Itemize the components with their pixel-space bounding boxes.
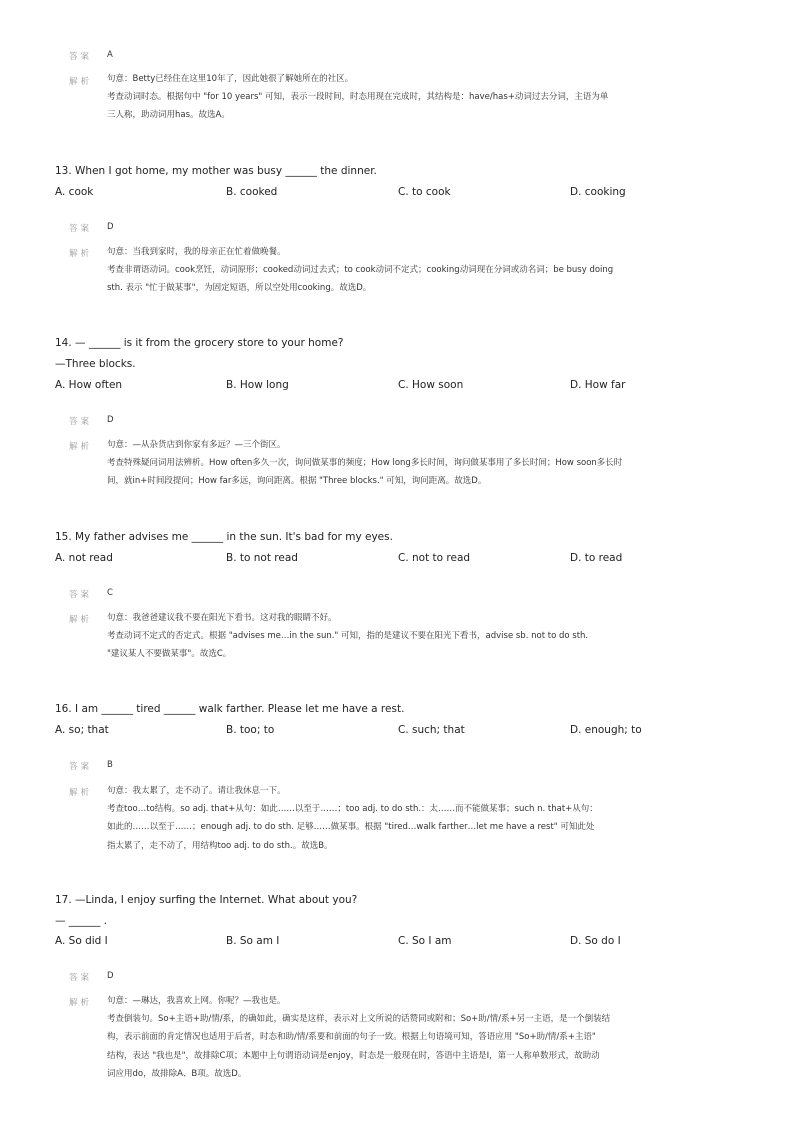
option-c: C. such; that [398,724,465,736]
analysis-text [107,243,727,298]
answer-value: B [107,760,113,770]
analysis-text [107,609,727,664]
analysis-line: 考查动词不定式的否定式。根据 "advises me…in the sun." 可知，指的是建议不要在阳光下看书，advise sb. not to do sth. [107,631,589,642]
option-a: A. not read [55,552,113,564]
answer-value: D [107,222,114,232]
analysis-line: 句意：我太累了，走不动了。请让我休息一下。 [107,786,286,796]
analysis-line: 如此的……以至于……；enough adj. to do sth. 足够……做某事。根据 "tired…walk farther…let me have a rest" 可知此处 [107,822,595,833]
question-stem: 14. — ______ is it from the grocery store to your home? [55,337,344,349]
answer-value: D [107,415,114,425]
analysis-label: 解析 [69,788,93,798]
option-d: D. cooking [570,186,626,198]
option-c: C. not to read [398,552,471,564]
option-b: B. How long [226,379,289,391]
option-b: B. So am I [226,935,280,947]
option-d: D. So do I [570,935,621,947]
analysis-text [107,436,727,491]
analysis-line: 句意：当我到家时，我的母亲正在忙着做晚餐。 [107,247,286,257]
analysis-line: 考查too…to结构。so adj. that+从句：如此……以至于……；too adj. to do sth.：太……而不能做某事；such n. that+从句： [107,804,598,815]
answer-value: A [107,50,113,60]
analysis-text [107,992,727,1083]
question-stem: 16. I am ______ tired ______ walk farther. Please let me have a rest. [55,703,405,715]
option-b: B. to not read [226,552,298,564]
option-a: A. so; that [55,724,109,736]
question-stem: 13. When I got home, my mother was busy ______ the dinner. [55,165,377,177]
analysis-text [107,70,727,125]
answer-value: C [107,588,113,598]
analysis-line: 构，表示前面的肯定情况也适用于后者，时态和助/情/系要和前面的句子一致。根据上句语境可知，答语应用 "So+助/情/系+主语" [107,1032,596,1043]
question-stem: 17. —Linda, I enjoy surfing the Internet. What about you? [55,894,358,906]
analysis-line: 三人称，助动词用has。故选A。 [107,110,230,121]
question-reply: — ______ . [55,915,108,927]
question-reply: —Three blocks. [55,358,136,370]
analysis-line: 结构，表达 "我也是"，故排除C项；本题中上句谓语动词是enjoy，时态是一般现在时，答语中主语是I，第一人称单数形式，故助动 [107,1050,600,1061]
analysis-line: 指太累了，走不动了，用结构too adj. to do sth.。故选B。 [107,840,333,851]
option-d: D. to read [570,552,623,564]
question-stem: 15. My father advises me ______ in the sun. It's bad for my eyes. [55,531,393,543]
answer-value: D [107,971,114,981]
answer-label: 答案 [69,224,93,234]
answer-label: 答案 [69,52,93,62]
analysis-line: 句意：我爸爸建议我不要在阳光下看书。这对我的眼睛不好。 [107,613,337,623]
analysis-line: 考查特殊疑问词用法辨析。How often多久一次，询问做某事的频度；How long多长时间，询问做某事用了多长时间；How soon多长时 [107,458,623,469]
answer-label: 答案 [69,762,93,772]
analysis-label: 解析 [69,77,93,87]
answer-label: 答案 [69,590,93,600]
analysis-line: 句意：—从杂货店到你家有多远？—三个街区。 [107,440,286,450]
analysis-text [107,782,727,855]
analysis-line: sth. 表示 "忙于做某事"，为固定短语，所以空处用cooking。故选D。 [107,283,372,294]
analysis-line: 考查动词时态。根据句中 "for 10 years" 可知，表示一段时间，时态用现在完成时，其结构是：have/has+动词过去分词，主语为单 [107,92,609,103]
analysis-line: 词应用do，故排除A、B项。故选D。 [107,1068,247,1079]
analysis-line: 句意：—琳达，我喜欢上网。你呢？—我也是。 [107,996,286,1006]
analysis-line: 间，就in+时间段提问；How far多远，询问距离。根据 "Three blocks." 可知，询问距离。故选D。 [107,476,487,487]
option-b: B. cooked [226,186,278,198]
option-c: C. to cook [398,186,451,198]
analysis-label: 解析 [69,615,93,625]
analysis-line: "建议某人不要做某事"。故选C。 [107,649,232,660]
option-d: D. enough; to [570,724,642,736]
analysis-label: 解析 [69,998,93,1008]
answer-label: 答案 [69,417,93,427]
analysis-line: 考查倒装句。So+主语+助/情/系，的确如此，确实是这样，表示对上文所说的话赞同或附和；So+助/情/系+另一主语，是一个倒装结 [107,1014,611,1025]
analysis-label: 解析 [69,442,93,452]
option-c: C. So I am [398,935,452,947]
option-a: A. How often [55,379,123,391]
answer-label: 答案 [69,973,93,983]
option-b: B. too; to [226,724,275,736]
analysis-label: 解析 [69,249,93,259]
option-a: A. cook [55,186,94,198]
option-a: A. So did I [55,935,108,947]
analysis-line: 考查非谓语动词。cook烹饪，动词原形；cooked动词过去式；to cook动词不定式；cooking动词现在分词或动名词；be busy doing [107,265,614,276]
analysis-line: 句意：Betty已经住在这里10年了，因此她很了解她所在的社区。 [107,74,354,84]
option-d: D. How far [570,379,626,391]
option-c: C. How soon [398,379,464,391]
